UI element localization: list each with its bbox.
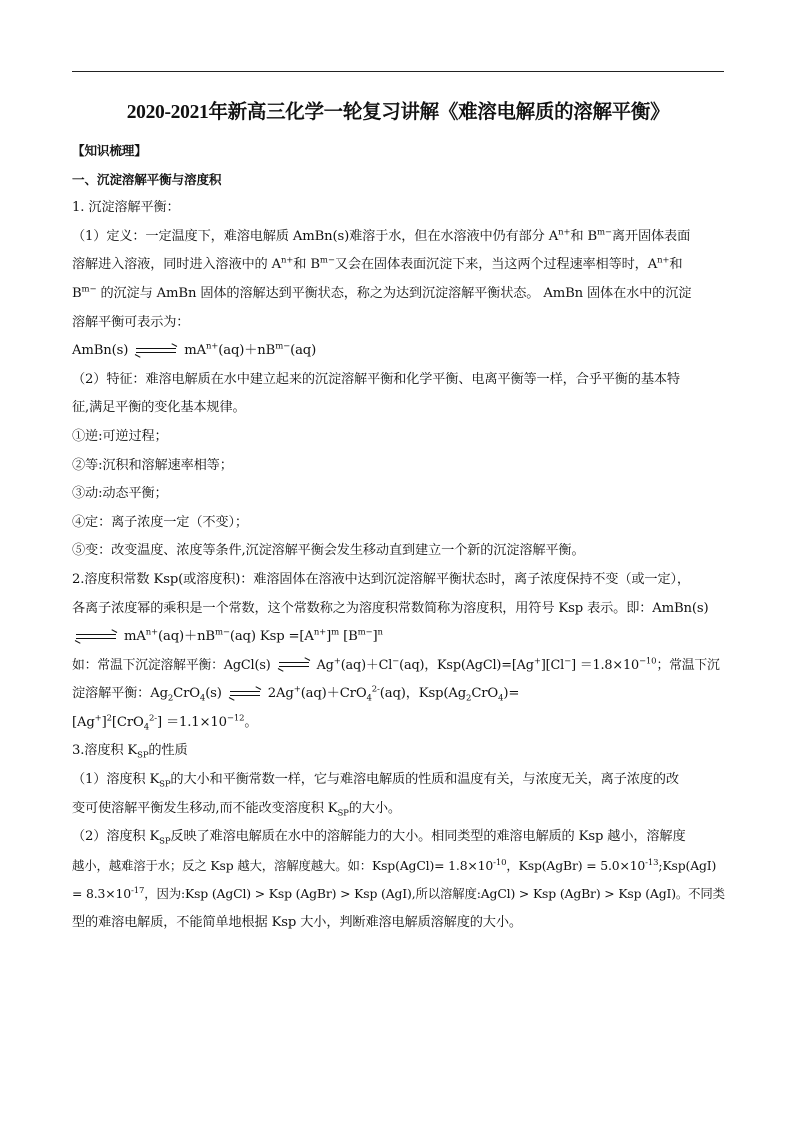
header-rule (72, 71, 724, 72)
equilibrium-arrow-icon (136, 347, 176, 355)
definition-line-2: 溶解进入溶液，同时进入溶液中的 $A^{n+}$和 $B^{m-}$又会在固体表面沉淀下来，当这两个过程速率相等时，$A^{n+}$和 (72, 255, 683, 273)
list-item: ①逆:可逆过程； (72, 428, 168, 444)
property-1-line-1: （1）溶度积 $K_{SP}$的大小和平衡常数一样，它与难溶电解质的性质和温度有关，与浓度无关，离子浓度的改 (72, 772, 679, 790)
example-line-1: 如：常温下沉淀溶解平衡：AgCl(s) Ag+(aq)＋Cl−(aq)，Ksp(AgCl)=[Ag+][Cl−] $=1.8\times 10^{-10}$；常温下沉 (72, 656, 720, 673)
list-item: ③动:动态平衡； (72, 486, 168, 502)
ksp-expression: $mA^{n+}(aq)+nB^{m-}(aq)$ Ksp $=[A^{n+}]^m$ $[B^{m-}]^n$ (72, 627, 724, 647)
equilibrium-arrow-icon (76, 633, 116, 641)
property-1-line-2: 变可使溶解平衡发生移动,而不能改变溶度积 $K_{SP}$的大小。 (72, 800, 401, 819)
equilibrium-arrow-icon (279, 661, 309, 669)
property-2-line-2: 越小，越难溶于水；反之 Ksp 越大，溶解度越大。如：Ksp(AgCl)= $1.8\times 10^{-10}$，Ksp(AgBr) = $5.0\times 10^{-13};Ksp(AgI)$ (72, 857, 717, 873)
definition-line-4: 溶解平衡可表示为： (72, 314, 190, 330)
example-line-3: $[Ag^+]^2[CrO_4^{2-}] =1.1\times 10^{-12}$。 (72, 713, 258, 733)
list-item: ④定：离子浓度一定（不变）； (72, 514, 248, 530)
list-item: ⑤变：改变温度、浓度等条件,沉淀溶解平衡会发生移动直到建立一个新的沉淀溶解平衡。 (72, 543, 585, 559)
feature-line-1: （2）特征：难溶电解质在水中建立起来的沉淀溶解平衡和化学平衡、电离平衡等一样，合乎平衡的基本特 (72, 371, 680, 387)
list-item: ②等:沉积和溶解速率相等； (72, 457, 233, 473)
ksp-definition-line-2: 各离子浓度幂的乘积是一个常数，这个常数称之为溶度积常数简称为溶度积，用符号 Ksp 表示。即：AmBn(s) (72, 600, 709, 616)
section-tag: 【知识梳理】 (72, 143, 147, 158)
ksp-definition-line-1: 2.溶度积常数 Ksp(或溶度积)：难溶固体在溶液中达到沉淀溶解平衡状态时，离子浓度保持不变（或一定）， (72, 571, 690, 587)
property-2-line-1: （2）溶度积 $K_{SP}$反映了难溶电解质在水中的溶解能力的大小。相同类型的难溶电解质的 Ksp 越小，溶解度 (72, 829, 686, 847)
property-2-line-3: = $8.3\times 10^{-17}$，因为:Ksp (AgCl) > Ksp (AgBr) > Ksp (AgI),所以溶解度:AgCl) > Ksp (AgBr) > Ksp (AgI)。不同类 (72, 886, 725, 902)
equilibrium-arrow-icon (230, 690, 260, 698)
equilibrium-equation: AmBn(s) $mA^{n+}(aq)+nB^{m-}(aq)$ (72, 341, 317, 359)
property-2-line-4: 型的难溶电解质，不能简单地根据 Ksp 大小，判断难溶电解质溶解度的大小。 (72, 915, 522, 931)
definition-line-3: $B^{m-}$ 的沉淀与 AmBn 固体的溶解达到平衡状态，称之为达到沉淀溶解平衡状态。 AmBn 固体在水中的沉淀 (72, 284, 692, 301)
subheading-dissolution-equilibrium: 1. 沉淀溶解平衡： (72, 200, 180, 216)
heading-precipitation-equilibrium: 一、沉淀溶解平衡与溶度积 (72, 171, 222, 187)
definition-line-1: （1）定义：一定温度下，难溶电解质 AmBn(s)难溶于水，但在水溶液中仍有部分 $A^{n+}$和 $B^{m-}$离开固体表面 (72, 227, 691, 244)
example-line-2: 淀溶解平衡：$Ag_2CrO_4(s)$ 2Ag+(aq)＋CrO$_4^{2-}$(aq)，$Ksp(Ag_2CrO_4)=$ (72, 684, 520, 704)
feature-line-2: 征,满足平衡的变化基本规律。 (72, 400, 246, 416)
page-title: 2020-2021年新高三化学一轮复习讲解《难溶电解质的溶解平衡》 (126, 102, 670, 123)
document-body (72, 96, 724, 942)
property-heading: 3.溶度积 $K_{SP}$的性质 (72, 743, 188, 762)
